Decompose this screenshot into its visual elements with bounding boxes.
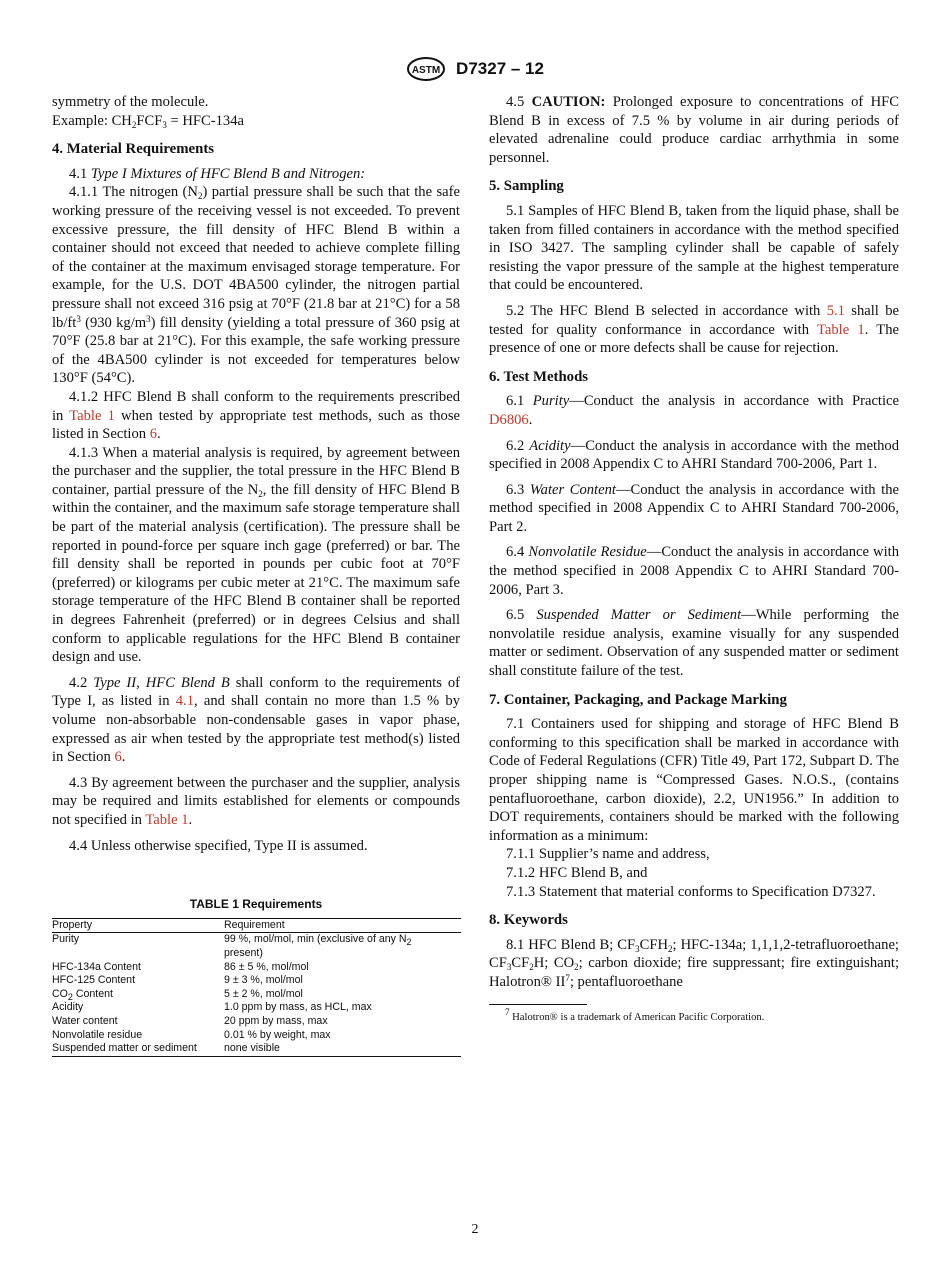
paragraph-6-4: 6.4 Nonvolatile Residue—Conduct the analysis in accordance with the method specified in 2008 Appendix C to AHRI Standard 700-2006, Part 3. bbox=[489, 544, 900, 598]
standard-designation: D7327 – 12 bbox=[456, 59, 544, 78]
link-table-1[interactable]: Table 1 bbox=[145, 811, 189, 828]
property-cell: $CO_2$ Content bbox=[52, 987, 113, 1002]
link-5-1[interactable]: 5.1 bbox=[826, 302, 845, 319]
table-row bbox=[52, 1029, 461, 1043]
paragraph-4-1-2: 4.1.2 HFC Blend B shall conform to the requirements prescribed in Table 1 when tested by appropriate test methods, such as those listed in Section 6. bbox=[52, 388, 461, 443]
link-table-1[interactable]: Table 1 bbox=[816, 321, 865, 338]
paragraph-4-1-1: 4.1.1 The nitrogen $(N_2)$ partial pressure shall be such that the safe working pressure of the receiving vessel is not exceeded. To prevent excessive pressure, the fill density of HFC Blend B within a container should not exceed that needed to achieve complete filling of the container at the maximum envisaged storage temperature. For example, for the U.S. DOT 4BA500 cylinder, the nitrogen partial pressure shall not exceed 316 psig at 70°F (21.8 bar at 21°C) for a 58 $lb/ft^3$ (930 $kg/m^3$) fill density (yielding a total pressure of 360 psig at 70°F (25.8 bar at 21°C). For this example, the safe working pressure of the 4BA500 cylinder is not exceeded for temperatures below 130°F (54°C). bbox=[52, 184, 460, 387]
property-cell: Purity bbox=[52, 933, 80, 946]
paragraph-6-3: 6.3 Water Content—Conduct the analysis in accordance with the method specified in 2008 Appendix C to AHRI Standard 700-2006, Part 2. bbox=[489, 481, 900, 535]
property-cell: Nonvolatile residue bbox=[52, 1028, 143, 1041]
paragraph-4-1-3: 4.1.3 When a material analysis is required, by agreement between the purchaser and the supplier, the total pressure in the HFC Blend B container, partial pressure of the $N_2$, the fill density of HFC Blend B within the container, and the maximum safe storage temperature shall be part of the material analysis (certification). The pressure shall be reported in pound-force per square inch gage (preferred) or bar. The fill density shall be reported in pounds per cubic foot at 70°F (preferred) or kilograms per cubic meter at 21°C. The maximum safe storage temperature of the HFC Blend B container shall be reported in degrees Fahrenheit (preferred) or in degrees Celsius and shall conform to applicable regulations for the HFC Blend B container design and use. bbox=[52, 444, 460, 666]
link-section-6[interactable]: 6 bbox=[114, 749, 122, 766]
requirement-cell: 1.0 ppm by mass, as HCL, max bbox=[224, 1001, 372, 1014]
paragraph-7-1-3: 7.1.3 Statement that material conforms to Specification D7327. bbox=[506, 883, 876, 900]
paragraph-4-1: 4.1 Type I Mixtures of HFC Blend B and Nitrogen: bbox=[69, 165, 366, 182]
table-row bbox=[52, 933, 461, 961]
property-cell: HFC-134a Content bbox=[52, 960, 141, 973]
requirement-cell: 99 %, mol/mol, min (exclusive of any $N_2$ present) bbox=[224, 933, 412, 959]
property-cell: HFC-125 Content bbox=[52, 974, 136, 987]
table-row bbox=[52, 974, 461, 988]
paragraph-7-1-2: 7.1.2 HFC Blend B, and bbox=[506, 864, 648, 881]
footnote-divider bbox=[489, 1004, 587, 1005]
left-column bbox=[52, 93, 460, 1057]
table-row bbox=[52, 1015, 461, 1029]
right-column bbox=[489, 93, 899, 1025]
section-heading-6: 6. Test Methods bbox=[489, 368, 589, 385]
requirement-cell: 9 ± 3 %, mol/mol bbox=[224, 974, 303, 987]
paragraph-4-4: 4.4 Unless otherwise specified, Type II is assumed. bbox=[69, 837, 368, 854]
section-heading-8: 8. Keywords bbox=[489, 912, 568, 929]
paragraph-6-1: 6.1 Purity—Conduct the analysis in accordance with Practice D6806. bbox=[489, 393, 899, 428]
table-title: TABLE 1 Requirements bbox=[189, 897, 323, 912]
paragraph-4-2: 4.2 Type II, HFC Blend B shall conform to the requirements of Type I, as listed in 4.1, and shall contain no more than 1.5 % by volume non-absorbable non-condensable gases in vapor phase, expressed as air when tested by the appropriate test method(s) listed in Section 6. bbox=[52, 674, 461, 766]
page-header bbox=[0, 56, 950, 82]
paragraph-6-5: 6.5 Suspended Matter or Sediment—While performing the nonvolatile residue analysis, examine visually for any suspended matter or sediment. Observation of any suspended matter or sediment shall constitute failure of the test. bbox=[489, 607, 899, 680]
requirement-cell: 20 ppm by mass, max bbox=[224, 1014, 328, 1027]
example-line: Example: $CH_2FCF_3 = HFC-134a$ bbox=[52, 112, 244, 130]
property-cell: Water content bbox=[52, 1014, 118, 1027]
requirement-cell: 86 ± 5 %, mol/mol bbox=[224, 960, 309, 973]
table-row bbox=[52, 988, 461, 1002]
link-d6806[interactable]: D6806 bbox=[489, 411, 529, 428]
paragraph-4-5: 4.5 CAUTION: Prolonged exposure to concentrations of HFC Blend B in excess of 7.5 % by volume in air during periods of elevated adrenaline could produce cardiac arrhythmia in some personnel. bbox=[489, 94, 900, 166]
table-header-row bbox=[52, 918, 461, 933]
requirement-cell: none visible bbox=[224, 1042, 461, 1056]
table-row bbox=[52, 961, 461, 975]
paragraph-5-1: 5.1 Samples of HFC Blend B, taken from the liquid phase, shall be taken from filled containers in accordance with the method specified in ISO 3427. The sampling cylinder shall be capable of safely resisting the vapor pressure of the sample at the highest temperature that could be encountered. bbox=[489, 202, 899, 294]
requirement-cell: 0.01 % by weight, max bbox=[224, 1028, 331, 1041]
paragraph-6-2: 6.2 Acidity—Conduct the analysis in accordance with the method specified in 2008 Appendix C to AHRI Standard 700-2006, Part 1. bbox=[489, 437, 900, 473]
requirement-cell: 5 ± 2 %, mol/mol bbox=[224, 987, 303, 1000]
property-cell: Acidity bbox=[52, 1001, 84, 1014]
astm-logo-icon bbox=[406, 56, 446, 82]
paragraph: symmetry of the molecule. bbox=[52, 94, 209, 110]
column-header: Property bbox=[52, 918, 224, 933]
link-4-1[interactable]: 4.1 bbox=[175, 693, 194, 710]
page-number: 2 bbox=[471, 1222, 479, 1237]
table-row bbox=[52, 1001, 461, 1015]
paragraph-5-2: 5.2 The HFC Blend B selected in accordance with 5.1 shall be tested for quality conformance in accordance with Table 1. The presence of one or more defects shall be cause for rejection. bbox=[489, 302, 899, 357]
section-heading-5: 5. Sampling bbox=[489, 178, 564, 195]
section-heading-7: 7. Container, Packaging, and Package Marking bbox=[489, 691, 787, 708]
column-header: Requirement bbox=[224, 918, 461, 933]
link-section-6[interactable]: 6 bbox=[149, 426, 157, 443]
svg-text:ASTM: ASTM bbox=[411, 65, 441, 76]
property-cell: Suspended matter or sediment bbox=[52, 1042, 224, 1056]
paragraph-4-3: 4.3 By agreement between the purchaser and the supplier, analysis may be required and limits established for elements or compounds not specified in Table 1. bbox=[52, 774, 460, 828]
link-table-1[interactable]: Table 1 bbox=[69, 407, 115, 424]
requirements-table bbox=[52, 918, 461, 1057]
paragraph-7-1-1: 7.1.1 Supplier’s name and address, bbox=[506, 846, 710, 863]
table-row bbox=[52, 1042, 461, 1056]
section-heading-4: 4. Material Requirements bbox=[52, 141, 215, 158]
paragraph-7-1: 7.1 Containers used for shipping and storage of HFC Blend B conforming to this specification shall be marked in accordance with Code of Federal Regulations (CFR) Title 49, Part 172, Subpart D. The proper shipping name is “Compressed Gases. N.O.S., (contains pentafluoroethane, carbon dioxide), 2.2, UN1956.” In addition to DOT requirements, containers should be marked with the following information as a minimum: bbox=[489, 716, 899, 844]
paragraph-8-1: 8.1 HFC Blend B; $CF_3CFH_2$; HFC-134a; 1,1,1,2-tetrafluoroethane; $CF_3CF_2H$; $CO_2$; carbon dioxide; fire suppressant; fire extinguishant; Halotron® $II^7$; pentafluoroethane bbox=[489, 936, 899, 990]
footnote-7: $^7$ Halotron® is a trademark of American Pacific Corporation. bbox=[505, 1006, 765, 1023]
